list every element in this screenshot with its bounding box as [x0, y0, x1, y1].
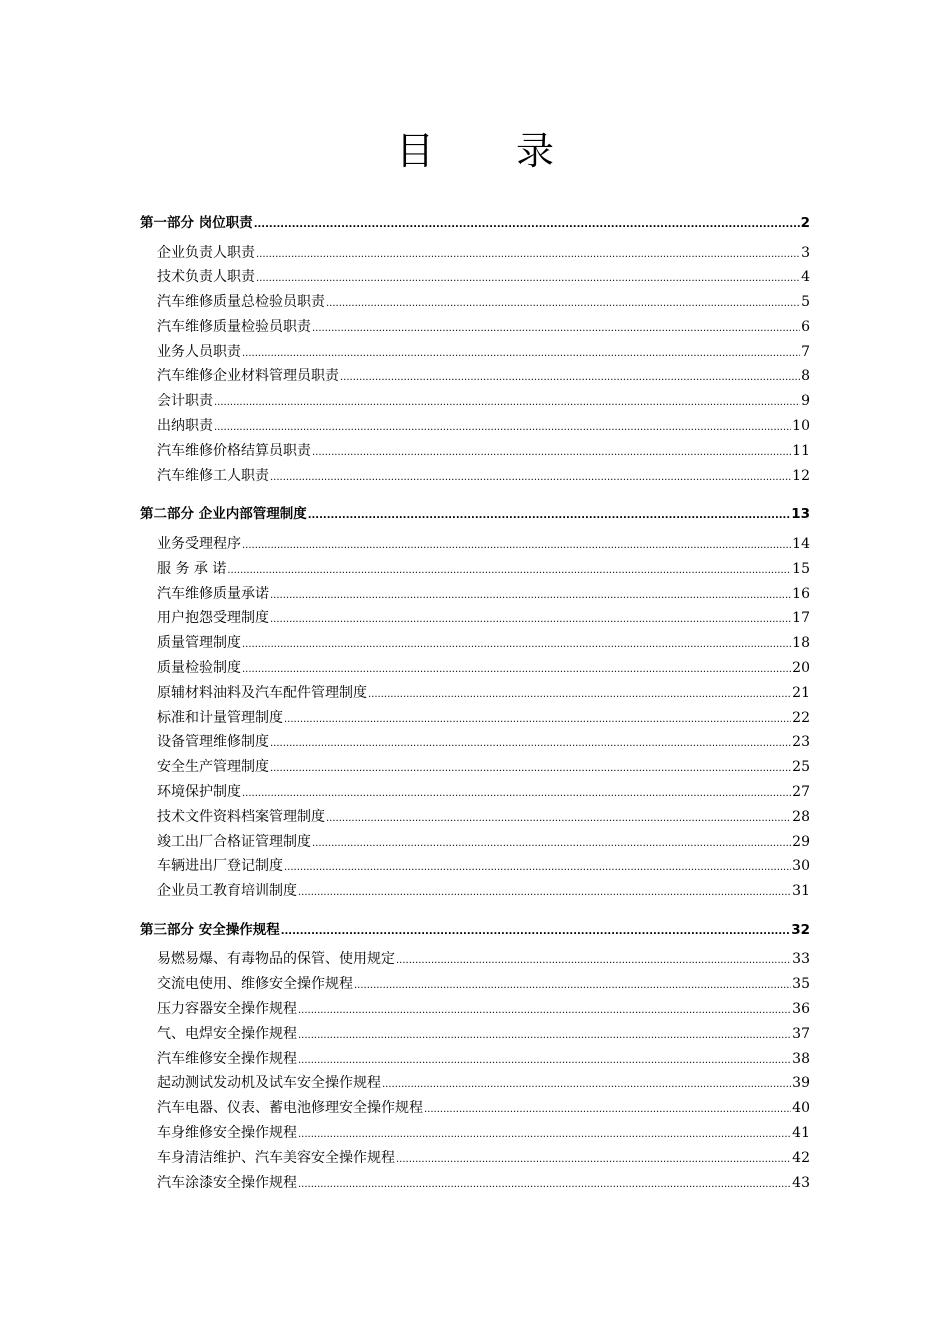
toc-entry-title: 起动测试发动机及试车安全操作规程 — [157, 1075, 381, 1092]
toc-entry-title: 第一部分 岗位职责 — [140, 215, 253, 231]
toc-entry-page-number: 32 — [791, 921, 810, 938]
dot-leader — [214, 391, 800, 416]
toc-entry-page-number: 35 — [792, 976, 810, 993]
toc-entry-page-number: 43 — [792, 1174, 810, 1191]
toc-entry[interactable] — [140, 706, 810, 731]
toc-entry-title: 汽车维修安全操作规程 — [157, 1050, 297, 1067]
toc-entry-page-number: 22 — [792, 709, 810, 726]
toc-entry-title: 车辆进出厂登记制度 — [157, 858, 283, 875]
toc-entry-page-number: 40 — [792, 1100, 810, 1117]
dot-leader — [284, 856, 791, 881]
toc-entry[interactable] — [140, 265, 810, 290]
dot-leader — [298, 881, 791, 906]
toc-entry-title: 技术文件资料档案管理制度 — [157, 808, 325, 825]
toc-entry-page-number: 41 — [792, 1125, 810, 1141]
toc-entry-title: 第三部分 安全操作规程 — [140, 921, 280, 938]
toc-entry-title: 易燃易爆、有毒物品的保管、使用规定 — [157, 951, 395, 968]
toc-entry-title: 会计职责 — [157, 393, 213, 410]
toc-entry[interactable] — [140, 1022, 810, 1047]
toc-entry[interactable] — [140, 414, 810, 439]
toc-entry-page-number: 23 — [792, 734, 810, 751]
toc-entry-title: 质量检验制度 — [157, 659, 241, 676]
dot-leader — [227, 559, 791, 584]
toc-entry[interactable] — [140, 1146, 810, 1171]
toc-entry-page-number: 15 — [792, 560, 810, 577]
dot-leader — [270, 584, 791, 609]
dot-leader — [298, 1049, 791, 1074]
dot-leader — [340, 366, 800, 391]
dot-leader — [326, 807, 791, 832]
toc-entry-title: 汽车维修质量检验员职责 — [157, 318, 311, 335]
toc-entry-title: 技术负责人职责 — [157, 269, 255, 286]
dot-leader — [256, 267, 800, 292]
toc-entry-title: 安全生产管理制度 — [157, 759, 269, 776]
toc-entry-page-number: 3 — [801, 244, 810, 261]
toc-entry[interactable] — [140, 315, 810, 340]
toc-entry[interactable] — [140, 656, 810, 681]
dot-leader — [254, 208, 800, 243]
toc-entry-title: 汽车维修质量总检验员职责 — [157, 294, 325, 311]
toc-entry-title: 业务人员职责 — [157, 343, 241, 360]
dot-leader — [214, 416, 791, 441]
dot-leader — [308, 499, 791, 534]
toc-entry[interactable] — [140, 1171, 810, 1196]
dot-leader — [242, 534, 791, 559]
toc-entry-title: 企业员工教育培训制度 — [157, 883, 297, 900]
dot-leader — [368, 683, 791, 708]
toc-entry-page-number: 13 — [791, 506, 810, 523]
dot-leader — [298, 1024, 791, 1049]
toc-entry[interactable] — [140, 730, 810, 755]
dot-leader — [270, 466, 791, 491]
toc-entry-page-number: 42 — [792, 1149, 810, 1166]
toc-entry-title: 汽车维修质量承诺 — [157, 585, 269, 602]
toc-entry-title: 标准和计量管理制度 — [157, 709, 283, 726]
toc-entry[interactable] — [140, 557, 810, 582]
toc-section-entry[interactable] — [140, 497, 810, 532]
toc-entry[interactable] — [140, 879, 810, 904]
dot-leader — [284, 708, 791, 733]
toc-entry[interactable] — [140, 631, 810, 656]
toc-entry[interactable] — [140, 755, 810, 780]
dot-leader — [326, 292, 800, 317]
toc-entry-page-number: 25 — [792, 759, 810, 776]
toc-entry-title: 用户抱怨受理制度 — [157, 610, 269, 627]
toc-entry[interactable] — [140, 389, 810, 414]
table-of-contents — [140, 206, 810, 1195]
toc-entry-page-number: 2 — [800, 215, 810, 231]
toc-entry-page-number: 33 — [792, 951, 810, 968]
toc-entry-title: 质量管理制度 — [157, 635, 241, 652]
toc-entry[interactable] — [140, 681, 810, 706]
toc-entry-title: 交流电使用、维修安全操作规程 — [157, 976, 353, 993]
toc-entry-title: 第二部分 企业内部管理制度 — [140, 506, 307, 523]
toc-entry[interactable] — [140, 854, 810, 879]
toc-entry-page-number: 36 — [792, 1001, 810, 1018]
toc-entry-page-number: 18 — [792, 635, 810, 652]
toc-entry-title: 汽车电器、仪表、蓄电池修理安全操作规程 — [157, 1100, 423, 1117]
dot-leader — [242, 633, 791, 658]
toc-entry[interactable] — [140, 439, 810, 464]
toc-entry-title: 业务受理程序 — [157, 535, 241, 552]
toc-entry-page-number: 16 — [792, 585, 810, 602]
toc-entry[interactable] — [140, 780, 810, 805]
dot-leader — [354, 974, 791, 999]
toc-section-entry[interactable] — [140, 206, 810, 241]
toc-entry-title: 压力容器安全操作规程 — [157, 1001, 297, 1018]
toc-entry-title: 车身维修安全操作规程 — [157, 1125, 297, 1141]
toc-entry[interactable] — [140, 532, 810, 557]
toc-entry-page-number: 37 — [792, 1025, 810, 1042]
toc-entry[interactable] — [140, 997, 810, 1022]
toc-entry-page-number: 29 — [792, 833, 810, 850]
toc-entry[interactable] — [140, 582, 810, 607]
toc-entry[interactable] — [140, 972, 810, 997]
toc-entry-page-number: 28 — [792, 808, 810, 825]
toc-entry[interactable] — [140, 364, 810, 389]
page-title-char-2: 录 — [516, 129, 555, 173]
toc-entry[interactable] — [140, 1096, 810, 1121]
dot-leader — [242, 782, 791, 807]
page-title — [0, 126, 950, 176]
dot-leader — [242, 658, 791, 683]
dot-leader — [396, 949, 791, 974]
toc-entry[interactable] — [140, 1047, 810, 1072]
toc-entry-title: 车身清洁维护、汽车美容安全操作规程 — [157, 1149, 395, 1166]
toc-entry-title: 企业负责人职责 — [157, 244, 255, 261]
toc-entry-page-number: 27 — [792, 783, 810, 800]
toc-entry-page-number: 30 — [792, 858, 810, 875]
dot-leader — [312, 317, 800, 342]
dot-leader — [382, 1073, 791, 1098]
dot-leader — [424, 1098, 791, 1123]
dot-leader — [281, 915, 791, 950]
dot-leader — [298, 999, 791, 1024]
toc-entry-page-number: 17 — [792, 610, 810, 627]
toc-entry-title: 竣工出厂合格证管理制度 — [157, 833, 311, 850]
toc-entry[interactable] — [140, 1071, 810, 1096]
dot-leader — [312, 832, 791, 857]
toc-entry-page-number: 39 — [792, 1075, 810, 1092]
toc-entry-title: 汽车维修价格结算员职责 — [157, 442, 311, 459]
toc-entry-page-number: 8 — [801, 368, 810, 385]
toc-entry-page-number: 20 — [792, 659, 810, 676]
dot-leader — [270, 608, 791, 633]
toc-entry-title: 设备管理维修制度 — [157, 734, 269, 751]
dot-leader — [312, 441, 791, 466]
toc-entry[interactable] — [140, 290, 810, 315]
toc-entry-page-number: 38 — [792, 1050, 810, 1067]
dot-leader — [270, 732, 791, 757]
toc-entry[interactable] — [140, 947, 810, 972]
toc-entry-page-number: 7 — [801, 343, 810, 360]
toc-section-entry[interactable] — [140, 913, 810, 948]
dot-leader — [242, 342, 800, 367]
toc-entry-page-number: 21 — [792, 684, 810, 701]
dot-leader — [256, 243, 800, 268]
toc-entry-page-number: 31 — [792, 883, 810, 900]
dot-leader — [298, 1123, 791, 1148]
toc-entry-title: 气、电焊安全操作规程 — [157, 1025, 297, 1042]
toc-entry-title: 汽车维修企业材料管理员职责 — [157, 368, 339, 385]
toc-entry[interactable] — [140, 830, 810, 855]
toc-entry[interactable] — [140, 340, 810, 365]
toc-entry-page-number: 5 — [801, 294, 810, 311]
dot-leader — [396, 1148, 791, 1173]
toc-entry[interactable] — [140, 606, 810, 631]
toc-entry[interactable] — [140, 464, 810, 489]
page-title-char-1: 目 — [395, 129, 434, 173]
toc-entry-title: 原辅材料油料及汽车配件管理制度 — [157, 684, 367, 701]
toc-entry[interactable] — [140, 805, 810, 830]
toc-entry-page-number: 11 — [792, 442, 810, 459]
toc-entry-title: 出纳职责 — [157, 418, 213, 435]
toc-entry-title: 汽车涂漆安全操作规程 — [157, 1174, 297, 1191]
toc-entry-page-number: 6 — [801, 318, 810, 335]
toc-entry-page-number: 9 — [801, 393, 810, 410]
dot-leader — [298, 1173, 791, 1198]
toc-entry[interactable] — [140, 1121, 810, 1146]
toc-entry-title: 服 务 承 诺 — [157, 560, 227, 577]
toc-entry-page-number: 14 — [792, 535, 810, 552]
toc-entry-title: 汽车维修工人职责 — [157, 467, 269, 484]
toc-entry-page-number: 12 — [792, 467, 810, 484]
toc-entry-title: 环境保护制度 — [157, 783, 241, 800]
toc-entry-page-number: 10 — [792, 418, 810, 435]
dot-leader — [270, 757, 791, 782]
toc-entry[interactable] — [140, 241, 810, 266]
toc-entry-page-number: 4 — [801, 269, 810, 286]
